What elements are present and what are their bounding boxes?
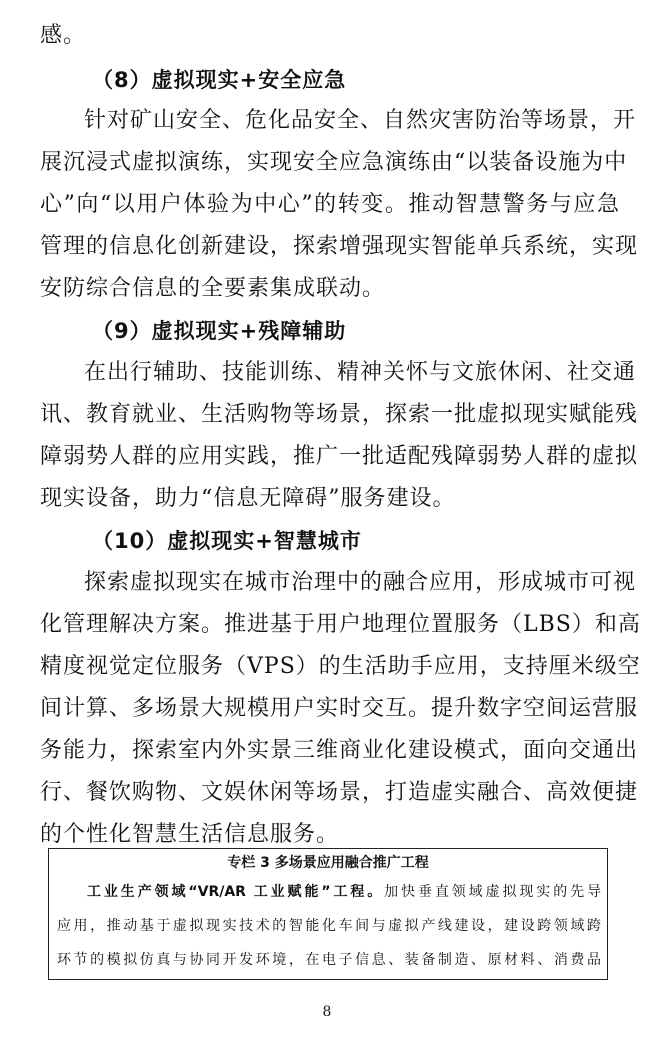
paragraph-line: 精度视觉定位服务（VPS）的生活助手应用，支持厘米级空 [40, 654, 641, 679]
paragraph-line: 务能力，探索室内外实景三维商业化建设模式，面向交通出 [40, 738, 639, 763]
paragraph-line: 心”向“以用户体验为中心”的转变。推动智慧警务与应急 [40, 192, 620, 217]
paragraph-line: 间计算、多场景大规模用户实时交互。提升数字空间运营服 [40, 696, 639, 721]
section-heading-9: （9）虚拟现实+残障辅助 [92, 319, 347, 343]
paragraph-line: 现实设备，助力“信息无障碍”服务建设。 [40, 486, 456, 511]
paragraph-line: 在出行辅助、技能训练、精神关怀与文旅休闲、社交通 [84, 360, 637, 385]
sidebar-box [48, 848, 608, 980]
section-heading-8: （8）虚拟现实+安全应急 [92, 68, 347, 92]
paragraph-line: 的个性化智慧生活信息服务。 [40, 822, 340, 847]
section-heading-10: （10）虚拟现实+智慧城市 [92, 529, 362, 553]
box-title: 专栏 3 多场景应用融合推广工程 [227, 855, 429, 871]
box-line [87, 877, 601, 907]
paragraph-line: 安防综合信息的全要素集成联动。 [40, 276, 386, 301]
paragraph-line: 障弱势人群的应用实践，推广一批适配残障弱势人群的虚拟 [40, 444, 639, 469]
paragraph-line: 探索虚拟现实在城市治理中的融合应用，形成城市可视 [84, 570, 637, 595]
box-lead-bold: 工业生产领域“VR/AR 工业赋能”工程。 [87, 884, 385, 900]
carry-over-text: 感。 [40, 23, 87, 48]
box-line: 应用，推动基于虚拟现实技术的智能化车间与虚拟产线建设，建设跨领域跨 [57, 918, 601, 934]
paragraph-line: 行、餐饮购物、文娱休闲等场景，打造虚实融合、高效便捷 [40, 780, 639, 805]
page-number: 8 [322, 1004, 332, 1020]
box-line-text: 加快垂直领域虚拟现实的先导 [384, 884, 602, 900]
paragraph-line: 针对矿山安全、危化品安全、自然灾害防治等场景，开 [84, 108, 637, 133]
paragraph-line: 讯、教育就业、生活购物等场景，探索一批虚拟现实赋能残 [40, 402, 639, 427]
paragraph-line: 化管理解决方案。推进基于用户地理位置服务（LBS）和高 [40, 612, 641, 637]
box-line: 环节的模拟仿真与协同开发环境，在电子信息、装备制造、原材料、消费品 [57, 952, 601, 968]
paragraph-line: 展沉浸式虚拟演练，实现安全应急演练由“以装备设施为中 [40, 150, 628, 175]
paragraph-line: 管理的信息化创新建设，探索增强现实智能单兵系统，实现 [40, 234, 639, 259]
